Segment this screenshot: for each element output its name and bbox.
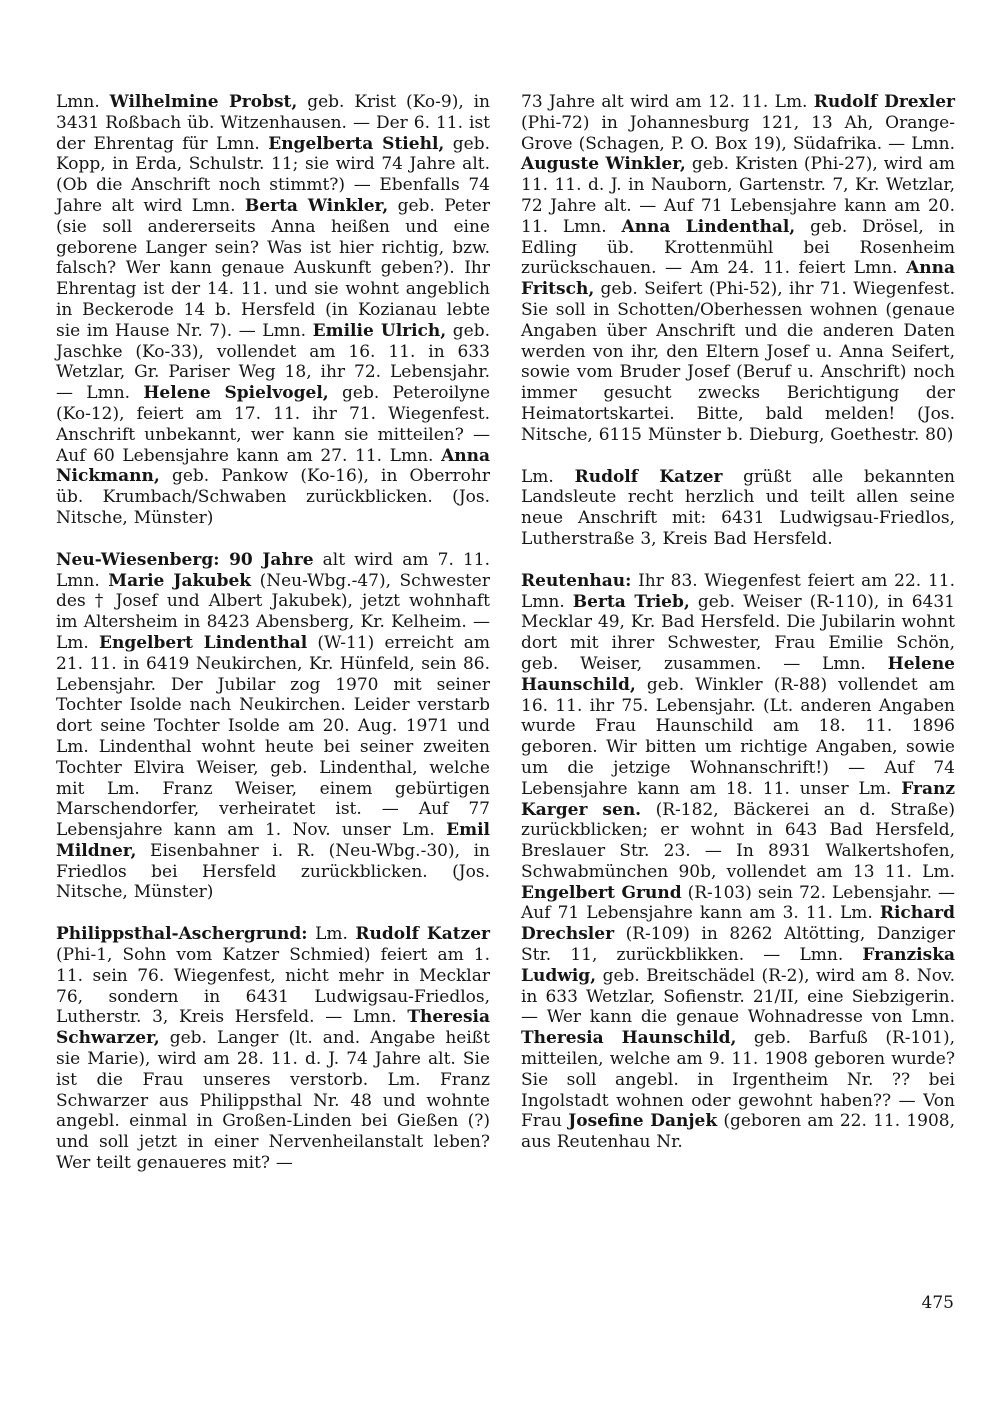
text-segment: Lm. <box>307 924 356 945</box>
bold-text-segment: Engelberta Stiehl, <box>268 133 445 154</box>
bold-text-segment: Josefine Danjek <box>568 1111 718 1132</box>
text-segment: (Neu-Wbg.-47), Schwester des † Josef und Albert Jakubek), jetzt wohnhaft im Altersheim in 8423 Abensberg, Kr. Kelheim. — Lm. <box>56 570 490 653</box>
text-segment: geb. Krist (Ko-9), in 3431 Roßbach üb. Witzenhausen. — Der 6. 11. ist der Ehrentag für Lmn. <box>56 92 490 154</box>
bold-text-segment: Richard Drechsler <box>521 903 955 945</box>
text-segment: geb. Winkler (R-88) vollendet am 16. 11. ihr 75. Lebensjahr. (Lt. anderen Angaben wurde Frau Haunschild am 18. 11. 1896 geboren. Wir bitten um richtige Angaben, sowie um die jetzige Wohnanschrift!) — Auf 74 Lebensjahre kann am 18. 11. unser Lm. <box>521 674 955 799</box>
bold-text-segment: Wilhelmine Probst, <box>109 92 298 112</box>
right-column <box>521 92 955 1174</box>
bold-text-segment: Marie Jakubek <box>108 570 252 591</box>
text-segment: geb. Kopp, in Erda, Schulstr. 11; sie wird 74 Jahre alt. (Ob die Anschrift noch stimmt?) — Ebenfalls 74 Jahre alt wird Lmn. <box>56 133 490 216</box>
bold-text-segment: Emil Mildner, <box>56 820 490 861</box>
text-segment: grüßt alle bekannten Landsleute recht herzlich und teilt allen seine neue Anschrift mit: 6431 Ludwigsau-Friedlos, Lutherstraße 3, Kreis Bad Hersfeld. <box>521 466 955 549</box>
bold-text-segment: Auguste Winkler, <box>521 154 686 175</box>
bold-text-segment: Theresia Schwarzer, <box>56 1007 490 1049</box>
text-segment: (R-109) in 8262 Altötting, Danziger Str. 11, zurückblikken. — Lmn. <box>521 924 955 966</box>
text-segment: geb. Jaschke (Ko-33), vollendet am 16. 11. in 633 Wetzlar, Gr. Pariser Weg 18, ihr 72. Lebensjahr. — Lmn. <box>56 320 491 404</box>
paragraph <box>56 550 490 904</box>
text-segment: 73 Jahre alt wird am 12. 11. Lm. <box>521 92 814 112</box>
bold-text-segment: Reutenhau: <box>521 570 632 591</box>
text-segment: (R-103) sein 72. Lebensjahr. — Auf 71 Lebensjahre kann am 3. 11. Lm. <box>521 882 955 924</box>
bold-text-segment: Engelbert Grund <box>521 882 682 903</box>
text-segment: geb. Pankow (Ko-16), in Oberrohr üb. Krumbach/Schwaben zurückblicken. (Jos. Nitsche, Münster) <box>56 466 490 528</box>
bold-text-segment: Anna Nickmann, <box>56 445 490 487</box>
text-segment: (W-11) erreicht am 21. 11. in 6419 Neukirchen, Kr. Hünfeld, sein 86. Lebensjahr. Der Jubilar zog 1970 mit seiner Tochter Isolde nach Neukirchen. Leider verstarb dort seine Tochter Isolde am 20. Aug. 1971 und Lm. Lindenthal wohnt heute bei seiner zweiten Tochter Elvira Weiser, geb. Lindenthal, welche mit Lm. Franz Weiser, einem gebürtigen Marschendorfer, verheiratet ist. — Auf 77 Lebensjahre kann am 1. Nov. unser Lm. <box>56 632 490 841</box>
text-segment: geb. Barfuß (R-101), mitteilen, welche am 9. 11. 1908 geboren wurde? Sie soll angebl. in Irgentheim Nr. ?? bei Ingolstadt wohnen oder gewohnt haben?? — Von Frau <box>521 1028 955 1132</box>
bold-text-segment: Anna Lindenthal, <box>621 216 796 237</box>
text-segment: geb. Weiser (R-110), in 6431 Mecklar 49, Kr. Bad Hersfeld. Die Jubilarin wohnt dort mit ihrer Schwester, Frau Emilie Schön, geb. Weiser, zusammen. — Lmn. <box>521 591 955 674</box>
bold-text-segment: Berta Winkler, <box>244 195 389 216</box>
bold-text-segment: Franziska Ludwig, <box>521 945 955 986</box>
left-column <box>56 92 490 1174</box>
text-segment: geb. Langer (lt. and. Angabe heißt sie Marie), wird am 28. 11. d. J. 74 Jahre alt. Sie ist die Frau unseres verstorb. Lm. Franz Schwarzer aus Philippsthal Nr. 48 und wohnte angebl. einmal in Großen-Linden bei Gießen (?) und soll jetzt in einer Nervenheilanstalt leben? Wer teilt genaueres mit? — <box>56 1028 490 1174</box>
bold-text-segment: Engelbert Lindenthal <box>99 632 308 653</box>
text-columns <box>56 92 955 1174</box>
text-segment: (geboren am 22. 11. 1908, aus Reutenhau Nr. <box>521 1111 955 1153</box>
text-segment: geb. Drösel, in Edling üb. Krottenmühl bei Rosenheim zurückschauen. — Am 24. 11. feiert Lmn. <box>521 216 956 279</box>
text-segment: Ihr 83. Wiegenfest feiert am 22. 11. Lmn. <box>521 570 955 612</box>
bold-text-segment: Emilie Ulrich, <box>312 320 447 341</box>
paragraph <box>521 467 955 550</box>
bold-text-segment: Rudolf Katzer <box>355 924 490 945</box>
text-segment: Lm. <box>521 466 575 487</box>
text-segment: geb. Seifert (Phi-52), ihr 71. Wiegenfest. Sie soll in Schotten/Oberhessen wohnen (genaue Angaben über Anschrift und die anderen Daten werden von ihr, den Eltern Josef u. Anna Seifert, sowie vom Bruder Josef (Beruf u. Anschrift) noch immer gesucht zwecks Berichtigung der Heimatortskartei. Bitte, bald melden! (Jos. Nitsche, 6115 Münster b. Dieburg, Goethestr. 80) <box>521 279 955 445</box>
text-segment: geb. Breitschädel (R-2), wird am 8. Nov. in 633 Wetzlar, Sofienstr. 21/II, eine Siebzigerin. — Wer kann die genaue Wohnadresse von Lmn. <box>521 965 955 1028</box>
text-segment: (R-182, Bäckerei an d. Straße) zurückblicken; er wohnt in 643 Bad Hersfeld, Breslauer Str. 23. — In 8931 Walkertshofen, Schwabmünchen 90b, vollendet am 13 11. Lm. <box>521 799 955 882</box>
bold-text-segment: Berta Trieb, <box>572 591 690 612</box>
text-segment: (Phi-72) in Johannesburg 121, 13 Ah, Orange-Grove (Schagen, P. O. Box 19), Südafrika. — Lmn. <box>521 112 955 154</box>
text-segment: (Phi-1, Sohn vom Katzer Schmied) feiert am 1. 11. sein 76. Wiegenfest, nicht mehr in Mecklar 76, sondern in 6431 Ludwigsau-Friedlos, Lutherstr. 3, Kreis Hersfeld. — Lmn. <box>56 945 490 1028</box>
bold-text-segment: Helene Spielvogel, <box>143 383 329 404</box>
bold-text-segment: Theresia Haunschild, <box>521 1028 737 1049</box>
text-segment: geb. Kristen (Phi-27), wird am 11. 11. d. J. in Nauborn, Gartenstr. 7, Kr. Wetzlar, 72 Jahre alt. — Auf 71 Lebensjahre kann am 20. 11. Lmn. <box>521 154 955 237</box>
paragraph <box>521 92 955 446</box>
bold-text-segment: Franz Karger sen. <box>521 778 955 820</box>
bold-text-segment: Neu-Wiesenberg: 90 Jahre <box>56 549 314 570</box>
bold-text-segment: Helene Haunschild, <box>521 653 955 695</box>
text-segment: geb. Peter (sie soll andererseits Anna heißen und eine geborene Langer sein? Was ist hier richtig, bzw. falsch? Wer kann genaue Auskunft geben?). Ihr Ehrentag ist der 14. 11. und sie wohnt angeblich in Beckerode 14 b. Hersfeld (in Kozianau lebte sie im Hause Nr. 7). — Lmn. <box>56 195 490 341</box>
paragraph <box>56 92 490 529</box>
text-segment: Eisenbahner i. R. (Neu-Wbg.-30), in Friedlos bei Hersfeld zurückblicken. (Jos. Nitsche, Münster) <box>56 840 490 903</box>
bold-text-segment: Rudolf Drexler <box>813 92 955 112</box>
text-segment: Lmn. <box>56 92 110 112</box>
text-segment: geb. Peteroilyne (Ko-12), feiert am 17. 11. ihr 71. Wiegenfest. Anschrift unbekannt, wer kann sie mitteilen? — Auf 60 Lebensjahre kann am 27. 11. Lmn. <box>56 383 491 466</box>
text-segment: alt wird am 7. 11. Lmn. <box>56 549 490 591</box>
paragraph <box>56 924 490 1174</box>
bold-text-segment: Anna Fritsch, <box>521 258 955 300</box>
paragraph <box>521 571 955 1153</box>
page-number: 475 <box>921 1293 954 1313</box>
bold-text-segment: Philippsthal-Aschergrund: <box>56 924 308 945</box>
bold-text-segment: Rudolf Katzer <box>574 466 723 487</box>
